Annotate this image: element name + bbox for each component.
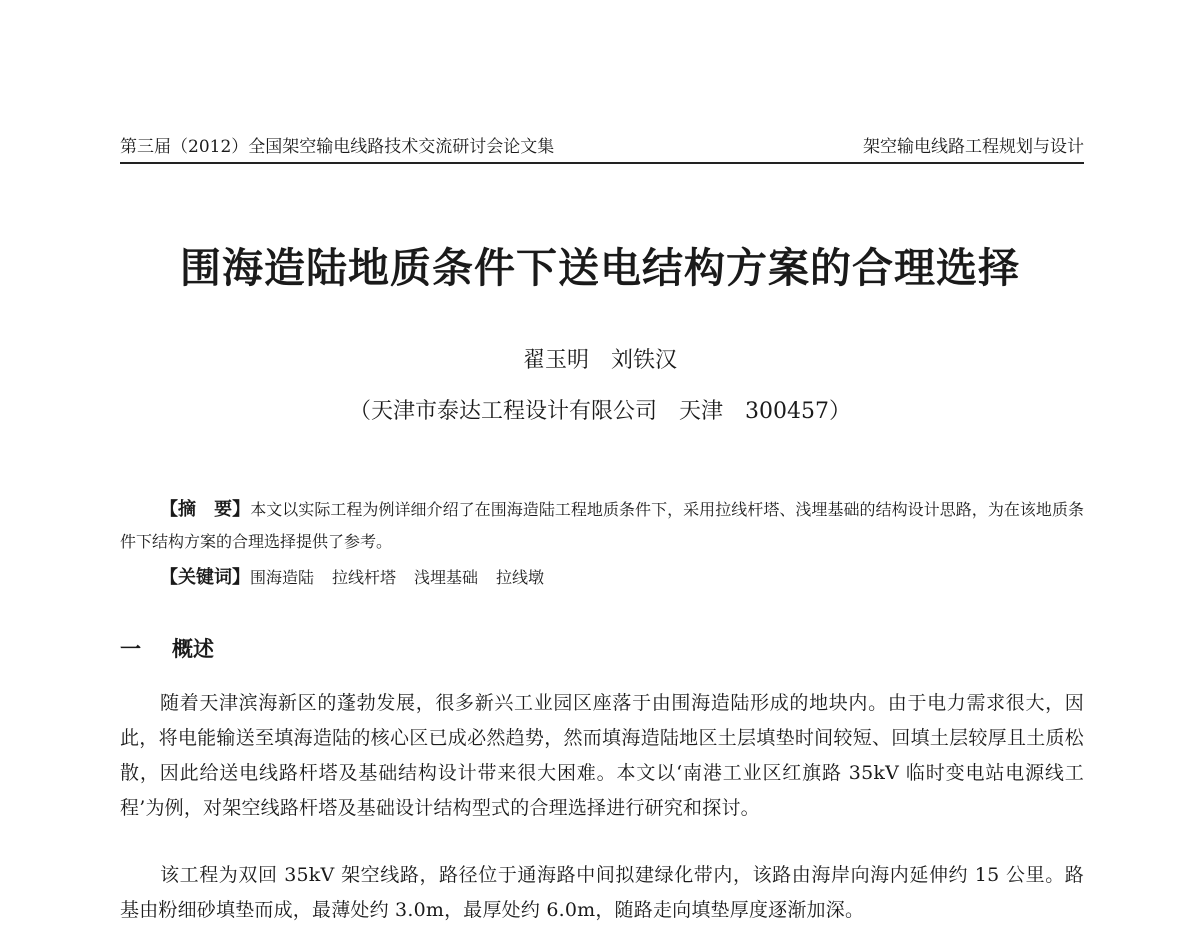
keywords <box>160 562 1084 594</box>
affiliation: （天津市泰达工程设计有限公司 天津 300457） <box>349 399 851 424</box>
running-header-left: 第三届（2012）全国架空输电线路技术交流研讨会论文集 <box>120 137 555 157</box>
body-paragraph: 该工程为双回 35kV 架空线路，路径位于通海路中间拟建绿化带内，该路由海岸向海内延伸约 15 公里。路基由粉细砂填垫而成，最薄处约 3.0m，最厚处约 6.0m，随路走向填垫厚度逐渐加深。 <box>120 864 1084 921</box>
running-header-right: 架空输电线路工程规划与设计 <box>863 137 1084 157</box>
section-title: 概述 <box>172 637 214 661</box>
keyword: 围海造陆 <box>250 568 315 587</box>
keywords-label: 【关键词】 <box>160 567 250 588</box>
author-name: 刘铁汉 <box>611 348 678 373</box>
body-paragraph: 随着天津滨海新区的蓬勃发展，很多新兴工业园区座落于由围海造陆形成的地块内。由于电力需求很大，因此，将电能输送至填海造陆的核心区已成必然趋势，然而填海造陆地区土层填垫时间较短、回填土层较厚且土质松散，因此给送电线路杆塔及基础结构设计带来很大困难。本文以‘南港工业区红旗路 35kV 临时变电站电源线工程’为例，对架空线路杆塔及基础设计结构型式的合理选择进行研究和探讨。 <box>120 692 1084 819</box>
running-header <box>120 134 1084 164</box>
author-name: 翟玉明 <box>522 348 589 373</box>
authors <box>0 346 1200 376</box>
abstract-label: 【摘 要】 <box>160 499 251 520</box>
keyword: 拉线墩 <box>496 568 545 587</box>
keyword: 拉线杆塔 <box>332 568 397 587</box>
section-number: 一 <box>120 637 141 661</box>
abstract <box>120 494 1084 558</box>
section-heading <box>120 632 214 666</box>
keyword: 浅埋基础 <box>414 568 479 587</box>
abstract-text: 本文以实际工程为例详细介绍了在围海造陆工程地质条件下，采用拉线杆塔、浅埋基础的结构设计思路，为在该地质条件下结构方案的合理选择提供了参考。 <box>120 500 1084 551</box>
paper-title: 围海造陆地质条件下送电结构方案的合理选择 <box>180 244 1020 292</box>
